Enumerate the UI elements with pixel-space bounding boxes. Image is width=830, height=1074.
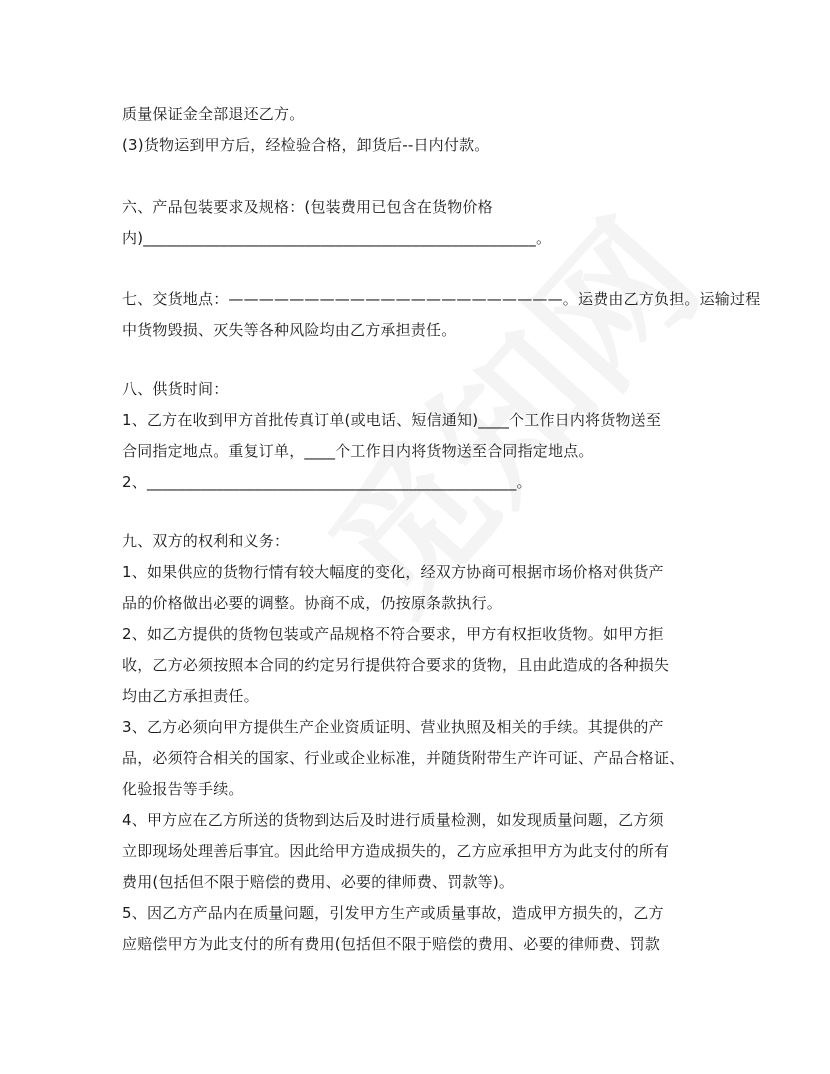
text-line: 5、因乙方产品内在质量问题，引发甲方生产或质量事故，造成甲方损失的，乙方 xyxy=(122,904,664,922)
text-line: 收，乙方必须按照本合同的约定另行提供符合要求的货物，且由此造成的各种损失 xyxy=(122,656,670,674)
text-line: 质量保证金全部退还乙方。 xyxy=(122,105,305,123)
text-line: 化验报告等手续。 xyxy=(122,780,244,798)
section-heading: 九、双方的权利和义务： xyxy=(122,532,290,550)
text-line: 1、如果供应的货物行情有较大幅度的变化，经双方协商可根据市场价格对供货产 xyxy=(122,563,664,581)
section-heading: 七、交货地点：——————————————————————。运费由乙方负担。运输过程 xyxy=(122,290,761,308)
text-line: 4、甲方应在乙方所送的货物到达后及时进行质量检测，如发现质量问题，乙方须 xyxy=(122,811,664,829)
section-heading: 六、产品包装要求及规格：(包装费用已包含在货物价格 xyxy=(122,198,493,216)
text-line: 1、乙方在收到甲方首批传真订单(或电话、短信通知)____个工作日内将货物送至 xyxy=(122,411,662,429)
section-heading: 八、供货时间： xyxy=(122,380,229,398)
text-line: 品，必须符合相关的国家、行业或企业标准，并随货附带生产许可证、产品合格证、 xyxy=(122,749,685,767)
text-line: 品的价格做出必要的调整。协商不成，仍按原条款执行。 xyxy=(122,594,503,612)
text-line: 合同指定地点。重复订单，____个工作日内将货物送至合同指定地点。 xyxy=(122,442,594,460)
text-line: 中货物毁损、灭失等各种风险均由乙方承担责任。 xyxy=(122,321,457,339)
text-line: 2、________________________________________________。 xyxy=(122,473,532,491)
text-line: 立即现场处理善后事宜。因此给甲方造成损失的，乙方应承担甲方为此支付的所有 xyxy=(122,842,670,860)
text-line: 3、乙方必须向甲方提供生产企业资质证明、营业执照及相关的手续。其提供的产 xyxy=(122,718,664,736)
text-line: 2、如乙方提供的货物包装或产品规格不符合要求，甲方有权拒收货物。如甲方拒 xyxy=(122,625,664,643)
text-line: (3)货物运到甲方后，经检验合格，卸货后--日内付款。 xyxy=(122,136,490,154)
text-line: 应赔偿甲方为此支付的所有费用(包括但不限于赔偿的费用、必要的律师费、罚款 xyxy=(122,935,661,953)
text-line: 费用(包括但不限于赔偿的费用、必要的律师费、罚款等)。 xyxy=(122,873,515,891)
text-line: 均由乙方承担责任。 xyxy=(122,687,259,705)
text-line: 内)___________________________________________________。 xyxy=(122,229,552,247)
